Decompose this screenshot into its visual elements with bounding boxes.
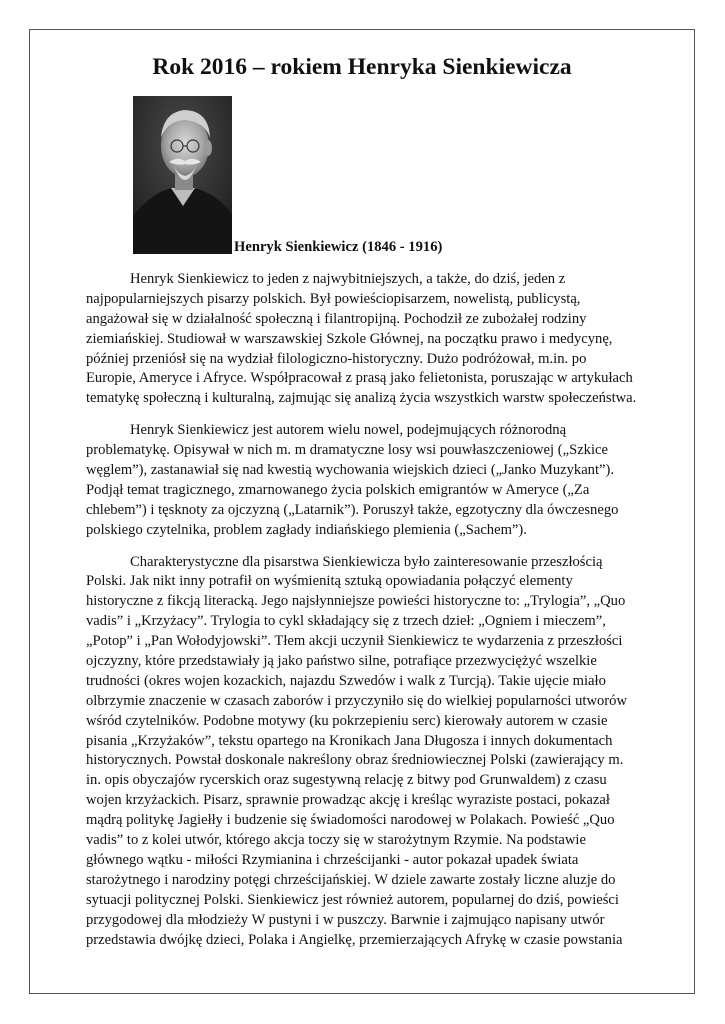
text-line: węglem”), zastanawiał się nad kwestią wychowania wiejskich dzieci („Janko Muzykant”). bbox=[86, 462, 615, 479]
text-line: głównego wątku - miłości Rzymianina i chrześcijanki - autor pokazał upadek świata bbox=[86, 851, 579, 868]
text-line: historycznych. Powstał doskonale nakreślony obraz średniowiecznej Polski (zawierający m. bbox=[86, 752, 624, 769]
text-line: wojen krzyżackich. Pisarz, sprawnie prowadząc akcję i kreśląc wyraziste postaci, pokazał bbox=[86, 792, 610, 809]
text-line: chlebem”) i tęsknoty za ojczyzną („Latarnik”). Poruszył także, egzotyczny dla ówczesnego bbox=[86, 501, 619, 518]
text-line: „Potop” i „Pan Wołodyjowski”. Tłem akcji uczynił Sienkiewicz te wydarzenia z przeszłości bbox=[86, 633, 623, 650]
text-line: historyczne z fikcją literacką. Jego najsłynniejsze powieści historyczne to: „Trylogia”, „Quo bbox=[86, 593, 626, 610]
paragraph-3 bbox=[86, 553, 642, 951]
text-line: Podjął temat tragicznego, zmarnowanego życia polskich emigrantów w Ameryce („Za bbox=[86, 481, 590, 498]
text-line: starożytnego i narodziny potęgi chrześcijańskiej. W dziele zawarte zostały liczne aluzje do bbox=[86, 871, 616, 888]
text-line: pisania „Krzyżaków”, tekstu opartego na Kronikach Jana Długosza i innych dokumentach bbox=[86, 732, 613, 749]
text-line: polskiego czytelnika, problem zagłady indiańskiego plemienia („Sachem”). bbox=[86, 521, 527, 538]
text-line: Polski. Jak nikt inny potrafił on wyśmienitą sztuką opowiadania połączyć elementy bbox=[86, 573, 573, 590]
page-title: Rok 2016 – rokiem Henryka Sienkiewicza bbox=[152, 54, 572, 80]
text-line: Europie, Ameryce i Afryce. Współpracował z prasą jako felietonista, poruszając w artykułach bbox=[86, 370, 633, 387]
text-line: wśród czytelników. Podobne motywy (ku pokrzepieniu serc) kierowały autorem w czasie bbox=[86, 712, 608, 729]
author-portrait bbox=[133, 96, 232, 254]
text-line: ziemiańskiej. Studiował w warszawskiej Szkole Głównej, na początku prawo i medycynę, bbox=[86, 330, 613, 347]
text-line: tematykę społeczną i kulturalną, zajmując się analizą życia wszystkich warstw społeczeństwa. bbox=[86, 390, 637, 407]
text-line: vadis” i „Krzyżacy”. Trylogia to cykl składający się z trzech dzieł: „Ogniem i mieczem”, bbox=[86, 613, 606, 630]
paragraph-2 bbox=[86, 421, 642, 540]
text-line: angażował się w działalność społeczną i filantropijną. Pochodził ze zubożałej rodziny bbox=[86, 310, 587, 327]
text-line: vadis” to z kolei utwór, którego akcja toczy się w starożytnym Rzymie. Na podstawie bbox=[86, 832, 586, 849]
text-line: trudności (okres wojen kozackich, najazdu Szwedów i walk z Turcją). Takie ujęcie miało bbox=[86, 672, 606, 689]
text-line: in. opis obyczajów rycerskich oraz sugestywną relację z bitwy pod Grunwaldem) z czasu bbox=[86, 772, 607, 789]
text-line: później przeniósł się na wydział filologiczno-historyczny. Dużo podróżował, m.in. po bbox=[86, 350, 587, 367]
text-line: problematykę. Opisywał w nich m. m dramatyczne losy wsi pouwłaszczeniowej („Szkice bbox=[86, 442, 608, 459]
text-line: ojczyzny, które przedstawiały ją jako państwo silne, potrafiące przezwyciężyć wszelkie bbox=[86, 653, 597, 670]
text-line: sytuacji politycznej Polski. Sienkiewicz jest również autorem, popularnej do dziś, powieści bbox=[86, 891, 619, 908]
text-line: olbrzymie znaczenie w czasach zaborów i przyczyniło się do wielkiej popularności utworów bbox=[86, 692, 627, 709]
text-line: mądrą politykę Jagiełły i budzenie się świadomości narodowej w Polakach. Powieść „Quo bbox=[86, 812, 615, 829]
text-line: Henryk Sienkiewicz jest autorem wielu nowel, podejmujących różnorodną bbox=[130, 422, 567, 439]
text-line: najpopularniejszych pisarzy polskich. Był powieściopisarzem, nowelistą, publicystą, bbox=[86, 290, 581, 307]
text-line: przedstawia dwójkę dzieci, Polaka i Angielkę, przemierzających Afrykę w czasie powstania bbox=[86, 931, 623, 948]
text-line: Charakterystyczne dla pisarstwa Sienkiewicza było zainteresowanie przeszłością bbox=[130, 553, 603, 570]
article-body bbox=[86, 270, 642, 962]
text-line: Henryk Sienkiewicz to jeden z najwybitniejszych, a także, do dziś, jeden z bbox=[130, 271, 566, 287]
paragraph-1 bbox=[86, 270, 642, 409]
text-line: przygodowej dla młodzieży W pustyni i w puszczy. Barwnie i zajmująco napisany utwór bbox=[86, 911, 605, 928]
portrait-caption: Henryk Sienkiewicz (1846 - 1916) bbox=[234, 239, 443, 255]
